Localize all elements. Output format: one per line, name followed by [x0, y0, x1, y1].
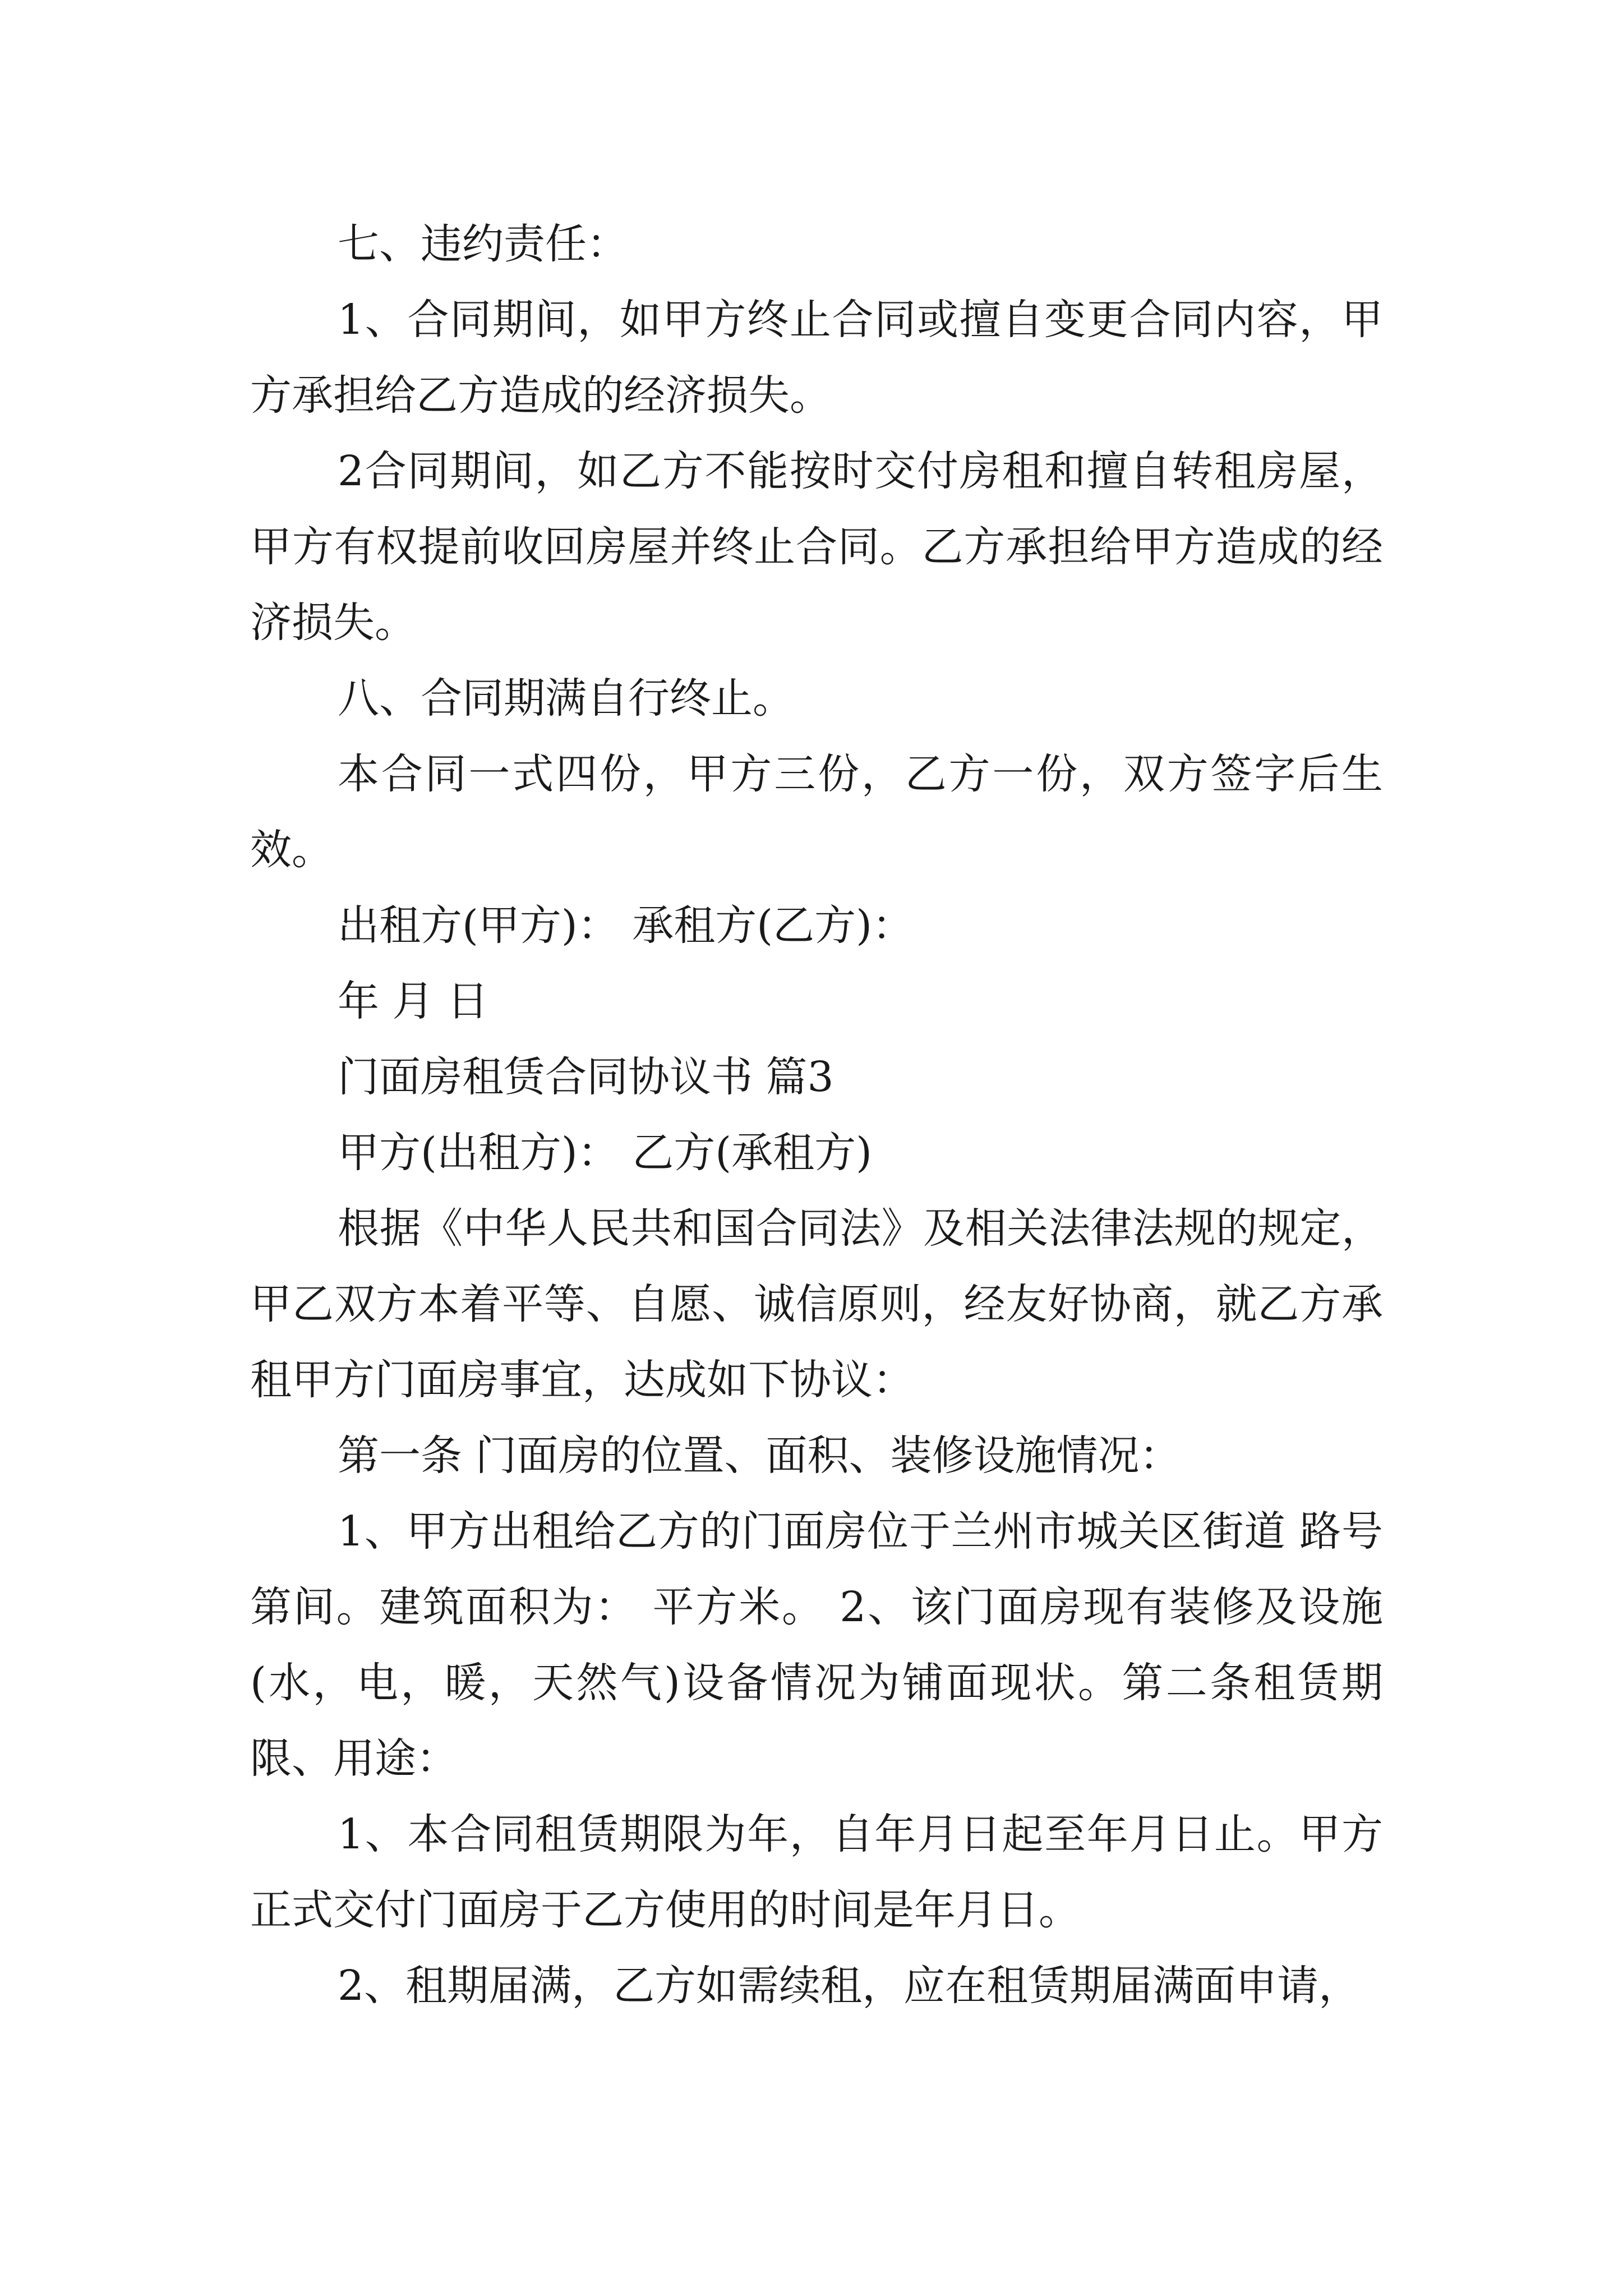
paragraph-breach-clause-1: 1、合同期间，如甲方终止合同或擅自变更合同内容，甲方承担给乙方造成的经济损失。	[250, 296, 1383, 420]
paragraph-preamble: 根据《中华人民共和国合同法》及相关法律法规的规定，甲乙双方本着平等、自愿、诚信原则，经友好协商，就乙方承租甲方门面房事宜，达成如下协议：	[250, 1204, 1383, 1404]
paragraph-breach-heading: 七、违约责任：	[338, 220, 628, 268]
section-title: 门面房租赁合同协议书 篇3	[338, 1053, 834, 1101]
paragraph-copies: 本合同一式四份，甲方三份，乙方一份，双方签字后生效。	[250, 750, 1383, 874]
paragraph-expiry: 八、合同期满自行终止。	[338, 674, 794, 723]
article-2-clause-1: 1、本合同租赁期限为年，自年月日起至年月日止。甲方正式交付门面房于乙方使用的时间是年月日。	[250, 1810, 1383, 1934]
article-1-clause-1: 1、甲方出租给乙方的门面房位于兰州市城关区街道 路号第间。建筑面积为： 平方米。 2、该门面房现有装修及设施(水，电，暖，天然气)设备情况为铺面现状。第二条租赁期限、用途：	[250, 1507, 1383, 1783]
paragraph-signatures: 出租方(甲方)： 承租方(乙方)：	[338, 901, 914, 950]
paragraph-parties: 甲方(出租方)： 乙方(承租方)	[338, 1129, 873, 1177]
paragraph-breach-clause-2: 2合同期间，如乙方不能按时交付房租和擅自转租房屋，甲方有权提前收回房屋并终止合同。乙方承担给甲方造成的经济损失。	[250, 447, 1383, 647]
article-2-clause-2: 2、租期届满，乙方如需续租，应在租赁期届满面申请，	[338, 1962, 1361, 2010]
paragraph-date: 年 月 日	[338, 977, 489, 1025]
article-1-heading: 第一条 门面房的位置、面积、装修设施情况：	[338, 1432, 1181, 1480]
document-body	[250, 206, 1383, 2024]
